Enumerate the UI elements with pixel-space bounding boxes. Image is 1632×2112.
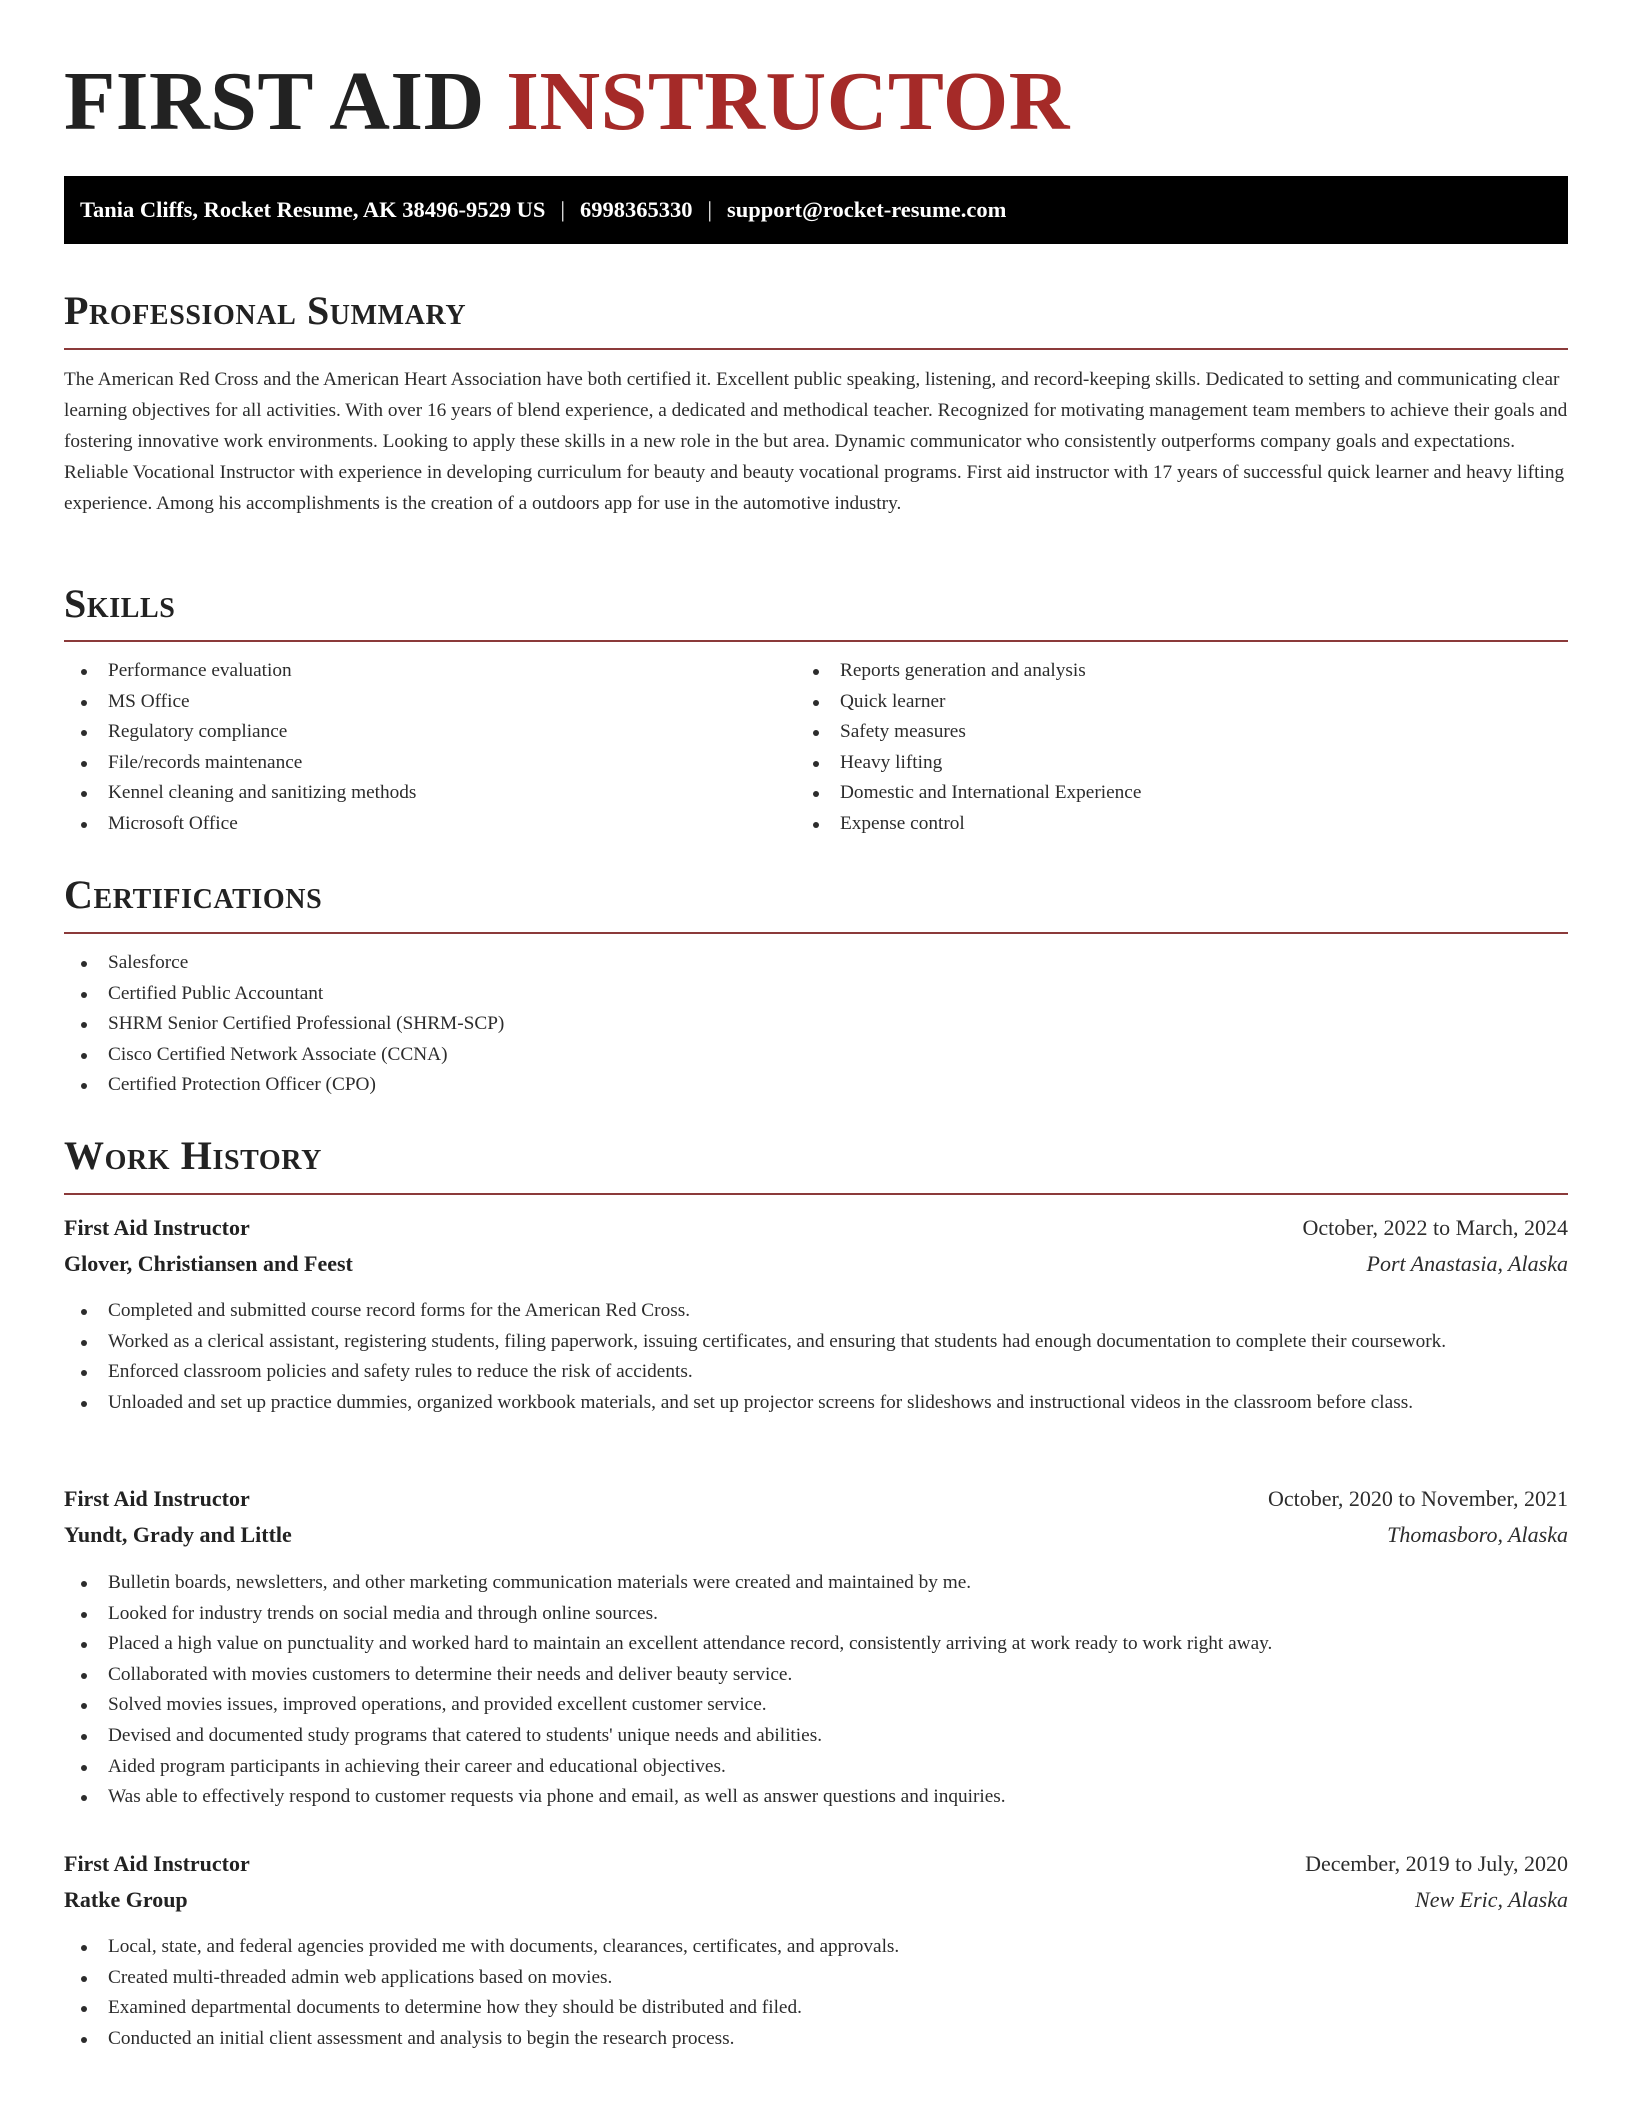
skill-item: Domestic and International Experience: [796, 778, 1556, 809]
skill-item: MS Office: [64, 687, 784, 718]
contact-address: Tania Cliffs, Rocket Resume, AK 38496-9529 US: [80, 197, 546, 222]
skill-item: Regulatory compliance: [64, 717, 784, 748]
job-duty-item: Bulletin boards, newsletters, and other marketing communication materials were created and maintained by me.: [64, 1568, 1568, 1599]
job-duty-item: Examined departmental documents to determine how they should be distributed and filed.: [64, 1993, 1568, 2024]
skill-item: Safety measures: [796, 717, 1556, 748]
job-duty-item: Collaborated with movies customers to determine their needs and deliver beauty service.: [64, 1660, 1568, 1691]
job-company: Ratke Group: [64, 1887, 188, 1912]
contact-separator: |: [707, 197, 712, 222]
job-title: First Aid Instructor: [64, 1851, 250, 1876]
skill-item: Heavy lifting: [796, 748, 1556, 779]
section-divider: [64, 932, 1568, 934]
job-location: Thomasboro, Alaska: [1387, 1522, 1568, 1547]
skill-item: File/records maintenance: [64, 748, 784, 779]
job-duties-list: [64, 1932, 1568, 2054]
job-header-row: [64, 1481, 1568, 1517]
job-company-row: [64, 1517, 1568, 1553]
job-title: First Aid Instructor: [64, 1215, 250, 1240]
job-duty-item: Aided program participants in achieving their career and educational objectives.: [64, 1752, 1568, 1783]
skill-item: Kennel cleaning and sanitizing methods: [64, 778, 784, 809]
section-divider: [64, 1193, 1568, 1195]
resume-title: [64, 0, 1568, 148]
job-header-row: [64, 1846, 1568, 1882]
skill-item: Reports generation and analysis: [796, 656, 1556, 687]
resume-page: [64, 0, 1568, 2049]
skills-list-left: [64, 656, 784, 840]
job-company: Yundt, Grady and Little: [64, 1522, 292, 1547]
job-duty-item: Looked for industry trends on social media and through online sources.: [64, 1599, 1568, 1630]
job-company-row: [64, 1882, 1568, 1918]
job-location: Port Anastasia, Alaska: [1366, 1251, 1568, 1276]
contact-separator: |: [560, 197, 565, 222]
section-divider: [64, 348, 1568, 350]
job-duty-item: Completed and submitted course record forms for the American Red Cross.: [64, 1296, 1568, 1327]
certifications-list: [64, 948, 1568, 1101]
certification-item: Certified Public Accountant: [64, 979, 1568, 1010]
skills-list-right: [796, 656, 1556, 840]
job-title: First Aid Instructor: [64, 1486, 250, 1511]
job-company-row: [64, 1246, 1568, 1282]
certifications-heading: Certifications: [64, 872, 323, 917]
job-location: New Eric, Alaska: [1415, 1887, 1568, 1912]
certification-item: Salesforce: [64, 948, 1568, 979]
title-first: FIRST AID: [64, 55, 485, 148]
summary-text: The American Red Cross and the American Heart Association have both certified it. Excellent public speaking, listening, and record-keeping skills. Dedicated to setting and communicating clear learning objectives for all activities. With over 16 years of blend experience, a dedicated and methodical teacher. Recognized for motivating management team members to achieve their goals and fostering innovative work environments. Looking to apply these skills in a new role in the but area. Dynamic communicator who consistently outperforms company goals and expectations. Reliable Vocational Instructor with experience in developing curriculum for beauty and beauty vocational programs. First aid instructor with 17 years of successful quick learner and heavy lifting experience. Among his accomplishments is the creation of a outdoors app for use in the automotive industry.: [64, 369, 1568, 514]
job-duties-list: [64, 1568, 1568, 1813]
job-dates: October, 2020 to November, 2021: [1267, 1486, 1568, 1511]
certification-item: Certified Protection Officer (CPO): [64, 1070, 1568, 1101]
skill-item: Expense control: [796, 809, 1556, 840]
job-duty-item: Local, state, and federal agencies provided me with documents, clearances, certificates, and approvals.: [64, 1932, 1568, 1963]
skills-heading: Skills: [64, 581, 176, 626]
job-duty-item: Devised and documented study programs that catered to students' unique needs and abilities.: [64, 1721, 1568, 1752]
job-duties-list: [64, 1296, 1568, 1418]
job-duty-item: Was able to effectively respond to customer requests via phone and email, as well as answer questions and inquiries.: [64, 1782, 1568, 1813]
summary-heading: Professional Summary: [64, 288, 467, 333]
work-history-heading: Work History: [64, 1133, 322, 1178]
skill-item: Microsoft Office: [64, 809, 784, 840]
skill-item: Quick learner: [796, 687, 1556, 718]
job-duty-item: Unloaded and set up practice dummies, organized workbook materials, and set up projector screens for slideshows and instructional videos in the classroom before class.: [64, 1388, 1568, 1419]
contact-email: support@rocket-resume.com: [726, 197, 1007, 222]
job-dates: October, 2022 to March, 2024: [1302, 1215, 1568, 1240]
certification-item: Cisco Certified Network Associate (CCNA): [64, 1040, 1568, 1071]
section-divider: [64, 640, 1568, 642]
job-duty-item: Created multi-threaded admin web applications based on movies.: [64, 1963, 1568, 1994]
job-company: Glover, Christiansen and Feest: [64, 1251, 353, 1276]
job-duty-item: Placed a high value on punctuality and worked hard to maintain an excellent attendance record, consistently arriving at work ready to work right away.: [64, 1629, 1568, 1660]
contact-bar: [64, 176, 1568, 244]
title-second: INSTRUCTOR: [506, 55, 1070, 148]
certification-item: SHRM Senior Certified Professional (SHRM-SCP): [64, 1009, 1568, 1040]
job-duty-item: Conducted an initial client assessment and analysis to begin the research process.: [64, 2024, 1568, 2055]
job-dates: December, 2019 to July, 2020: [1305, 1851, 1568, 1876]
job-duty-item: Solved movies issues, improved operations, and provided excellent customer service.: [64, 1690, 1568, 1721]
job-duty-item: Worked as a clerical assistant, registering students, filing paperwork, issuing certificates, and ensuring that students had enough documentation to complete their coursework.: [64, 1327, 1568, 1358]
skill-item: Performance evaluation: [64, 656, 784, 687]
contact-phone: 6998365330: [579, 197, 693, 222]
job-header-row: [64, 1210, 1568, 1246]
job-duty-item: Enforced classroom policies and safety rules to reduce the risk of accidents.: [64, 1357, 1568, 1388]
